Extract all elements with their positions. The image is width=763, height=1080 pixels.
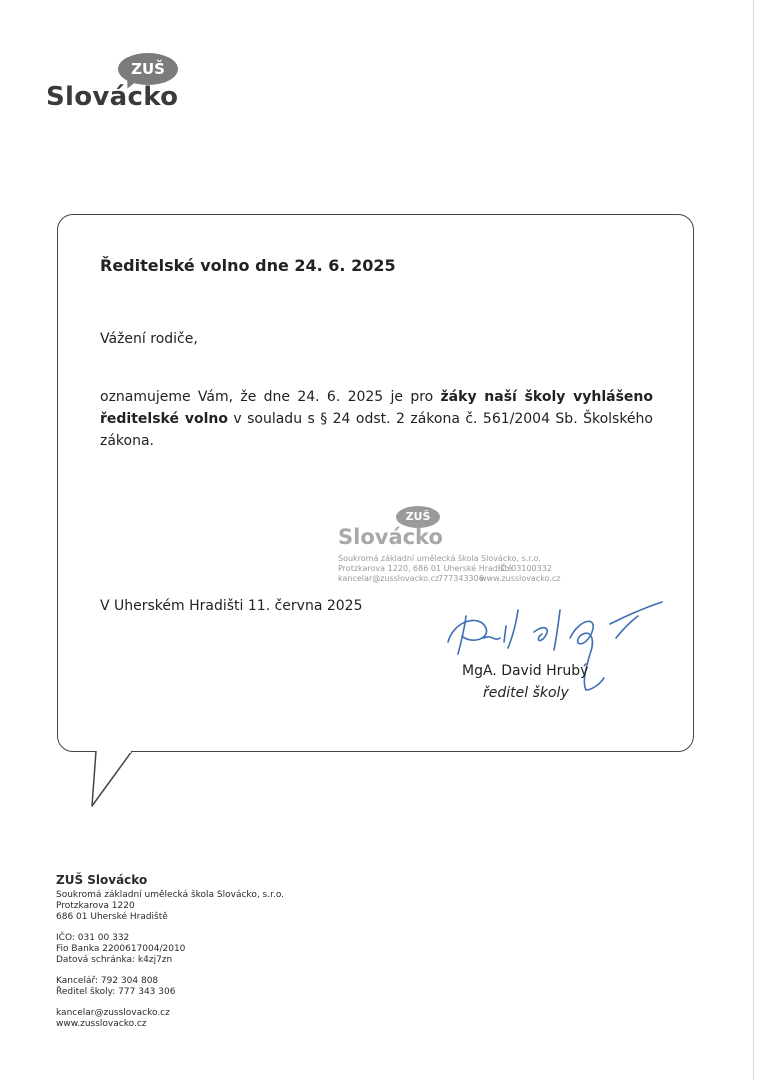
footer-director-phone: Ředitel školy: 777 343 306	[56, 987, 176, 997]
footer-web: www.zusslovacko.cz	[56, 1019, 147, 1029]
page-edge-line	[753, 0, 754, 1080]
school-stamp	[338, 506, 568, 586]
place-and-date: V Uherském Hradišti 11. června 2025	[100, 598, 363, 614]
footer-databox: Datová schránka: k4zj7zn	[56, 955, 173, 965]
paragraph-text-1: oznamujeme Vám, že dne 24. 6. 2025 je pro	[100, 389, 441, 405]
paragraph-bold-text: žáky naší školy vyhlášeno ředitelské volno	[100, 389, 653, 427]
letter-greeting: Vážení rodiče,	[100, 331, 198, 347]
letter-heading: Ředitelské volno dne 24. 6. 2025	[100, 256, 396, 275]
footer-org-name: ZUŠ Slovácko	[56, 873, 148, 887]
stamp-line-3c: www.zusslovacko.cz	[480, 574, 561, 583]
stamp-line-2: Protzkarova 1220, 686 01 Uherské Hradiště	[338, 564, 513, 573]
paragraph-text-2: v souladu s § 24 odst. 2 zákona č. 561/2004 Sb. Školského zákona.	[100, 411, 653, 449]
footer-full-name: Soukromá základní umělecká škola Slovácko, s.r.o.	[56, 890, 285, 900]
letter-frame-tail	[88, 750, 138, 810]
footer-contact-block	[56, 872, 284, 1030]
footer-street: Protzkarova 1220	[56, 901, 135, 911]
signer-name: MgA. David Hrubý	[462, 663, 589, 679]
stamp-line-3: kancelar@zusslovacko.cz	[338, 574, 440, 583]
letter-paragraph	[100, 386, 653, 452]
signer-role: ředitel školy	[483, 685, 569, 701]
footer-office-phone: Kancelář: 792 304 808	[56, 976, 159, 986]
footer-city: 686 01 Uherské Hradiště	[56, 912, 168, 922]
logo-bubble-text: ZUŠ	[131, 60, 165, 78]
stamp-line-1: Soukromá základní umělecká škola Slovácko, s.r.o.	[338, 554, 541, 563]
stamp-wordmark: Slovácko	[338, 525, 443, 549]
stamp-bubble-text: ZUŠ	[405, 510, 431, 523]
footer-bank: Fio Banka 2200617004/2010	[56, 944, 186, 954]
footer-email: kancelar@zusslovacko.cz	[56, 1008, 170, 1018]
stamp-line-2b: IČ: 03100332	[498, 564, 552, 573]
logo-wordmark: Slovácko	[46, 82, 179, 112]
stamp-line-3b: 777343306	[438, 574, 484, 583]
footer-ico: IČO: 031 00 332	[56, 933, 130, 943]
school-logo	[46, 50, 186, 120]
